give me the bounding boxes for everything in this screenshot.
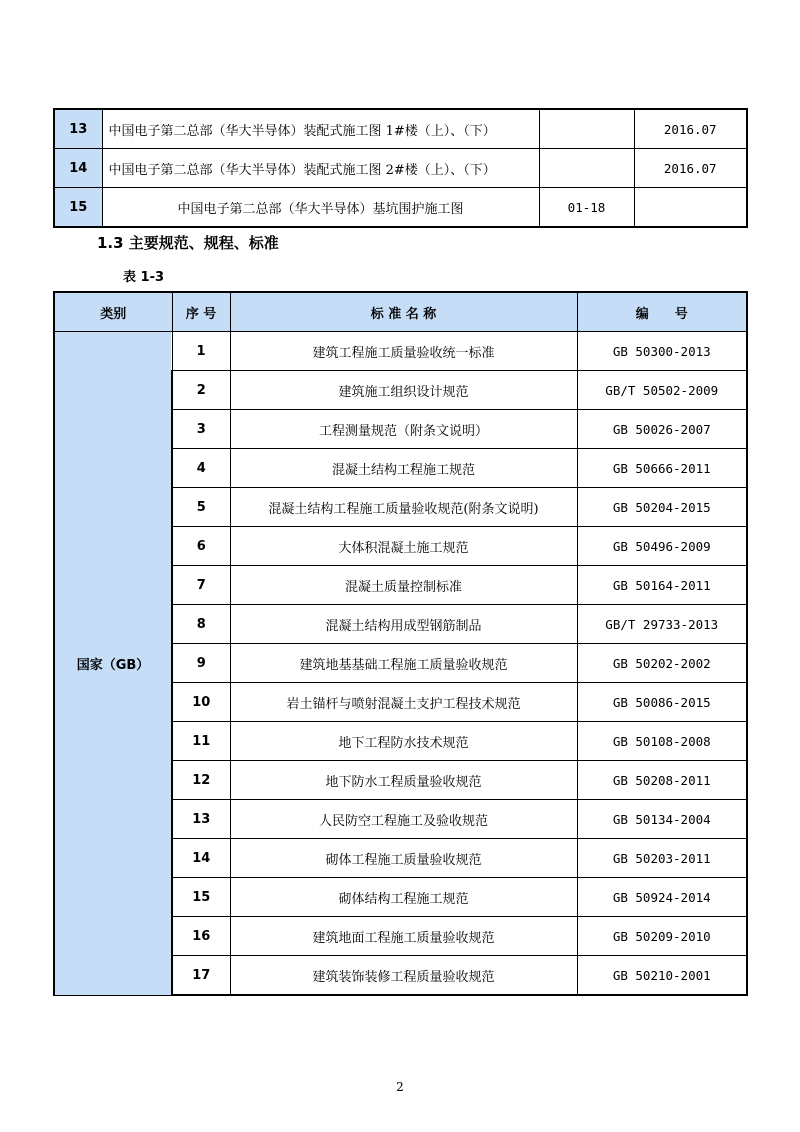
row-number: 13 xyxy=(54,109,102,149)
standard-name-cell: 混凝土质量控制标准 xyxy=(230,566,577,605)
table-row xyxy=(54,332,747,371)
header-code: 编 号 xyxy=(577,292,747,332)
standard-code-cell: GB 50210-2001 xyxy=(577,956,747,996)
seq-cell: 14 xyxy=(172,839,230,878)
standard-name-cell: 砌体结构工程施工规范 xyxy=(230,878,577,917)
seq-cell: 8 xyxy=(172,605,230,644)
standard-code-cell: GB 50666-2011 xyxy=(577,449,747,488)
standard-name-cell: 混凝土结构工程施工规范 xyxy=(230,449,577,488)
category-cell: 国家（GB） xyxy=(54,332,172,996)
seq-cell: 7 xyxy=(172,566,230,605)
drawing-list-table xyxy=(53,108,748,228)
drawing-name: 中国电子第二总部（华大半导体）装配式施工图 2#楼（上）、（下） xyxy=(102,149,539,188)
standard-code-cell: GB 50209-2010 xyxy=(577,917,747,956)
standard-code-cell: GB 50134-2004 xyxy=(577,800,747,839)
seq-cell: 6 xyxy=(172,527,230,566)
standard-name-cell: 建筑地面工程施工质量验收规范 xyxy=(230,917,577,956)
standard-code-cell: GB 50300-2013 xyxy=(577,332,747,371)
standard-code-cell: GB 50202-2002 xyxy=(577,644,747,683)
seq-cell: 3 xyxy=(172,410,230,449)
drawing-name: 中国电子第二总部（华大半导体）装配式施工图 1#楼（上）、（下） xyxy=(102,109,539,149)
table-label: 表 1-3 xyxy=(123,270,165,285)
seq-cell: 15 xyxy=(172,878,230,917)
seq-cell: 12 xyxy=(172,761,230,800)
seq-cell: 1 xyxy=(172,332,230,371)
drawing-name: 中国电子第二总部（华大半导体）基坑围护施工图 xyxy=(102,188,539,228)
seq-cell: 10 xyxy=(172,683,230,722)
standard-code-cell: GB/T 29733-2013 xyxy=(577,605,747,644)
standards-table xyxy=(53,291,748,996)
standard-name-cell: 混凝土结构用成型钢筋制品 xyxy=(230,605,577,644)
drawing-date xyxy=(634,188,747,228)
drawing-code xyxy=(539,149,634,188)
seq-cell: 5 xyxy=(172,488,230,527)
standard-code-cell: GB 50203-2011 xyxy=(577,839,747,878)
standard-name-cell: 建筑装饰装修工程质量验收规范 xyxy=(230,956,577,996)
seq-cell: 16 xyxy=(172,917,230,956)
table-row xyxy=(54,188,747,228)
standard-name-cell: 地下防水工程质量验收规范 xyxy=(230,761,577,800)
seq-cell: 17 xyxy=(172,956,230,996)
row-number: 15 xyxy=(54,188,102,228)
seq-cell: 11 xyxy=(172,722,230,761)
standard-code-cell: GB 50026-2007 xyxy=(577,410,747,449)
standard-code-cell: GB/T 50502-2009 xyxy=(577,371,747,410)
standard-name-cell: 混凝土结构工程施工质量验收规范(附条文说明) xyxy=(230,488,577,527)
standard-code-cell: GB 50204-2015 xyxy=(577,488,747,527)
standard-name-cell: 地下工程防水技术规范 xyxy=(230,722,577,761)
seq-cell: 9 xyxy=(172,644,230,683)
drawing-code: 01-18 xyxy=(539,188,634,228)
standard-code-cell: GB 50108-2008 xyxy=(577,722,747,761)
header-seq: 序 号 xyxy=(172,292,230,332)
standard-name-cell: 工程测量规范（附条文说明） xyxy=(230,410,577,449)
page-number: 2 xyxy=(396,1080,404,1094)
standard-name-cell: 大体积混凝土施工规范 xyxy=(230,527,577,566)
standard-name-cell: 建筑工程施工质量验收统一标准 xyxy=(230,332,577,371)
standard-name-cell: 砌体工程施工质量验收规范 xyxy=(230,839,577,878)
standard-code-cell: GB 50164-2011 xyxy=(577,566,747,605)
standard-code-cell: GB 50086-2015 xyxy=(577,683,747,722)
header-category: 类别 xyxy=(54,292,172,332)
standard-code-cell: GB 50208-2011 xyxy=(577,761,747,800)
seq-cell: 13 xyxy=(172,800,230,839)
standard-name-cell: 建筑地基基础工程施工质量验收规范 xyxy=(230,644,577,683)
table-row xyxy=(54,149,747,188)
standard-code-cell: GB 50924-2014 xyxy=(577,878,747,917)
drawing-date: 2016.07 xyxy=(634,109,747,149)
drawing-date: 2016.07 xyxy=(634,149,747,188)
table-row xyxy=(54,109,747,149)
table-header-row xyxy=(54,292,747,332)
standard-name-cell: 建筑施工组织设计规范 xyxy=(230,371,577,410)
drawing-code xyxy=(539,109,634,149)
seq-cell: 2 xyxy=(172,371,230,410)
row-number: 14 xyxy=(54,149,102,188)
standard-name-cell: 岩土锚杆与喷射混凝土支护工程技术规范 xyxy=(230,683,577,722)
standard-name-cell: 人民防空工程施工及验收规范 xyxy=(230,800,577,839)
standard-code-cell: GB 50496-2009 xyxy=(577,527,747,566)
seq-cell: 4 xyxy=(172,449,230,488)
header-name: 标 准 名 称 xyxy=(230,292,577,332)
section-heading: 1.3 主要规范、规程、标准 xyxy=(97,234,279,252)
